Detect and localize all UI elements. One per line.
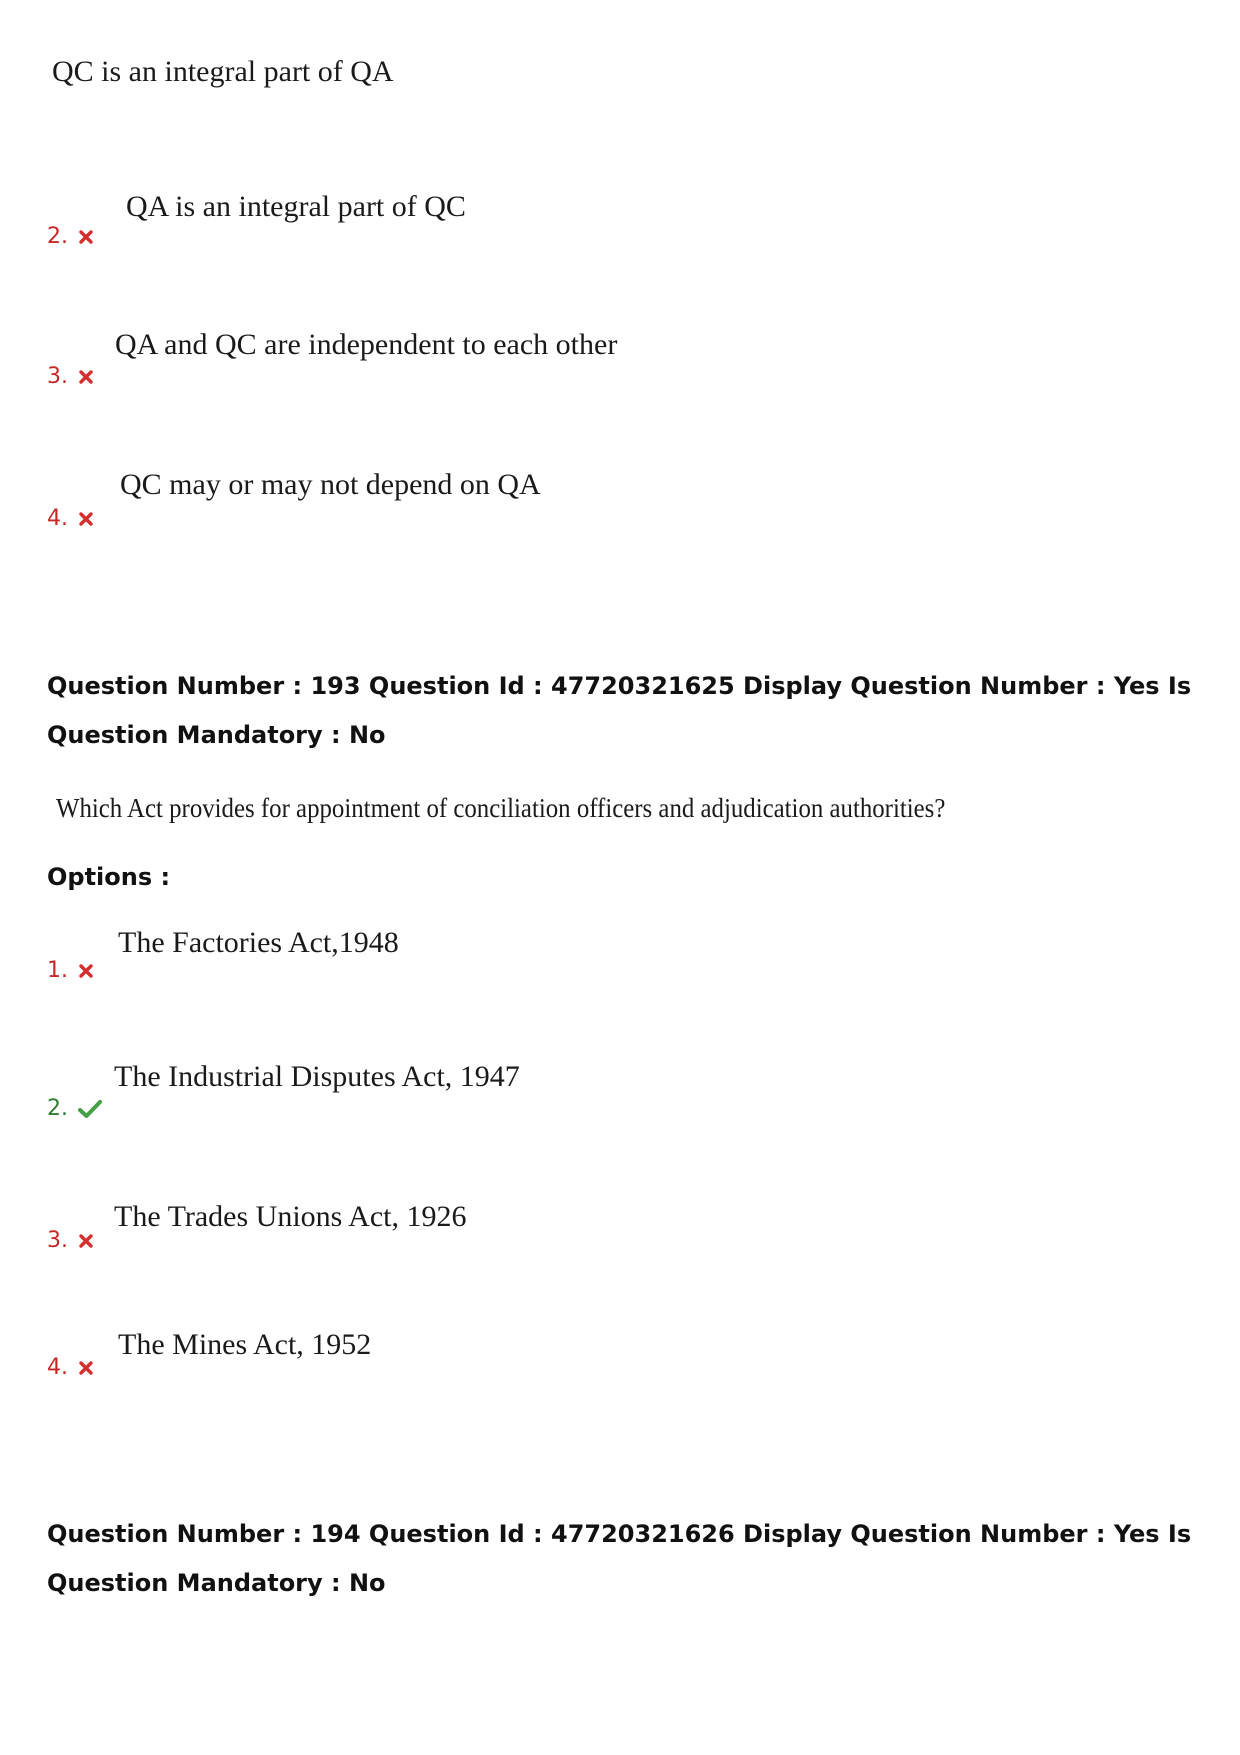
option-number: 4. bbox=[47, 506, 68, 531]
question-193-meta: Question Number : 193 Question Id : 47720321625 Display Question Number : Yes Is Question Mandatory : No bbox=[47, 672, 1192, 749]
prev-option-4-text: QC may or may not depend on QA bbox=[120, 468, 541, 501]
question-193-options-label: Options : bbox=[47, 863, 171, 891]
cross-icon bbox=[78, 229, 94, 245]
question-193-option-2-text: The Industrial Disputes Act, 1947 bbox=[114, 1060, 520, 1093]
cross-icon bbox=[78, 369, 94, 385]
prev-option-2-marker bbox=[47, 224, 94, 249]
question-193-text: Which Act provides for appointment of conciliation officers and adjudication authorities? bbox=[56, 793, 946, 823]
question-193-option-4-text: The Mines Act, 1952 bbox=[118, 1328, 372, 1361]
prev-option-1-text: QC is an integral part of QA bbox=[52, 55, 394, 88]
checkmark-icon bbox=[78, 1099, 102, 1119]
cross-icon bbox=[78, 1360, 94, 1376]
question-193-option-1-marker bbox=[47, 958, 94, 983]
option-number: 2. bbox=[47, 1096, 68, 1121]
prev-option-2-text: QA is an integral part of QC bbox=[126, 190, 466, 223]
question-193-option-3-marker bbox=[47, 1228, 94, 1253]
option-number: 3. bbox=[47, 1228, 68, 1253]
option-number: 2. bbox=[47, 224, 68, 249]
cross-icon bbox=[78, 511, 94, 527]
prev-option-4-marker bbox=[47, 506, 94, 531]
option-number: 3. bbox=[47, 364, 68, 389]
question-193-option-3-text: The Trades Unions Act, 1926 bbox=[114, 1200, 467, 1233]
prev-option-3-marker bbox=[47, 364, 94, 389]
question-193-option-4-marker bbox=[47, 1355, 94, 1380]
question-193-option-2-marker bbox=[47, 1096, 102, 1121]
option-number: 1. bbox=[47, 958, 68, 983]
question-193-option-1-text: The Factories Act,1948 bbox=[118, 926, 399, 959]
cross-icon bbox=[78, 1233, 94, 1249]
cross-icon bbox=[78, 963, 94, 979]
question-194-meta: Question Number : 194 Question Id : 47720321626 Display Question Number : Yes Is Question Mandatory : No bbox=[47, 1520, 1192, 1597]
option-number: 4. bbox=[47, 1355, 68, 1380]
prev-option-3-text: QA and QC are independent to each other bbox=[115, 328, 618, 361]
